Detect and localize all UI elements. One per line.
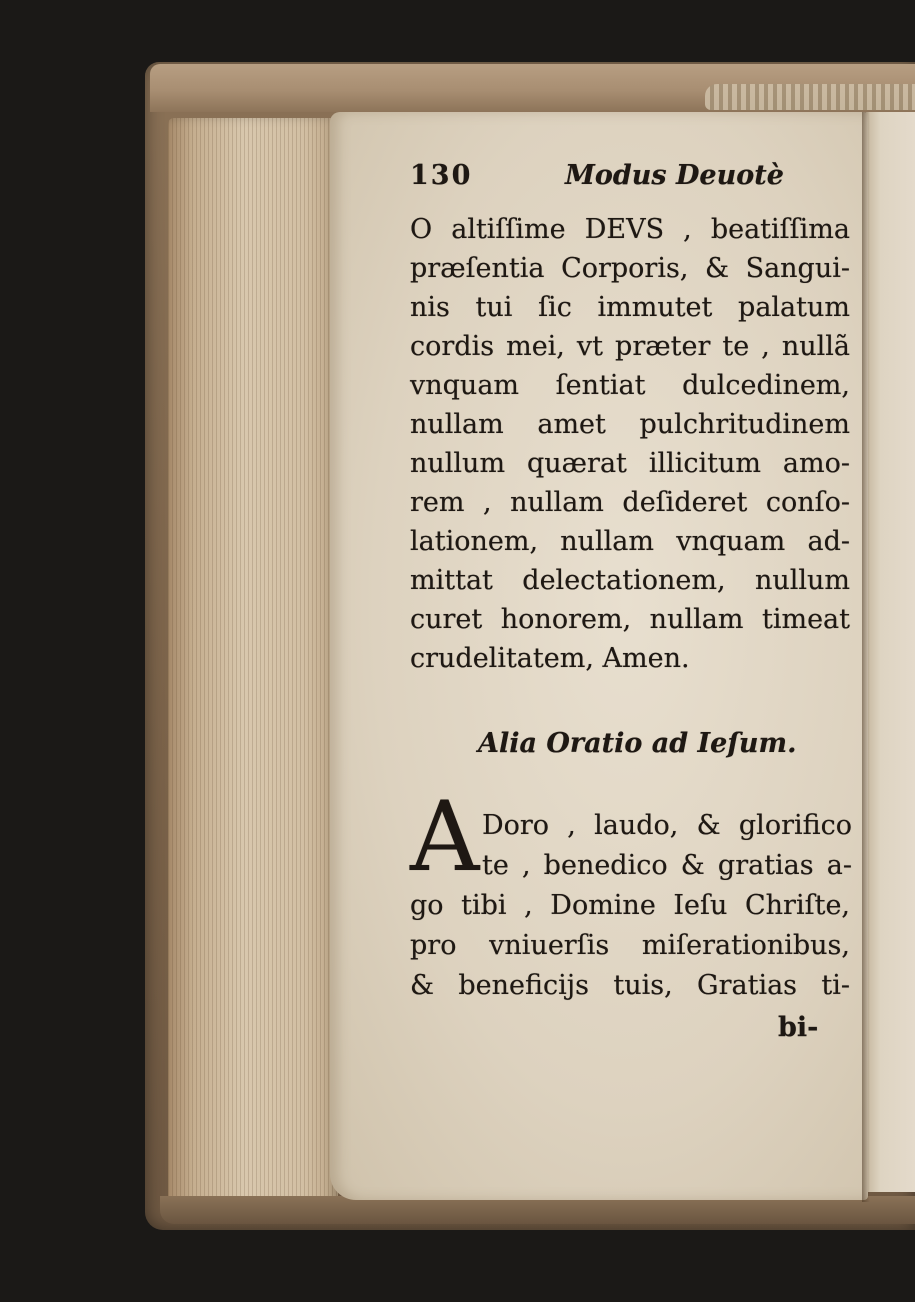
text-line: mittat delectationem, nullum [410,565,850,596]
section-heading: Alia Oratio ad Ieſum. [478,728,797,759]
page-block-edge [168,118,338,1208]
facing-page-edge [866,112,915,1192]
catchword: bi- [778,1012,819,1043]
text-line: rem , nullam deſideret conſo- [410,487,850,518]
text-line: nis tui ſic immutet palatum [410,292,850,323]
text-line: O altiſſime DEVS , beatiſſima [410,214,850,245]
headband [705,84,915,110]
text-line: cordis mei, vt præter te , nullã [410,331,850,362]
running-title: Modus Deuotè [565,160,784,191]
text-line: nullam amet pulchritudinem [410,409,850,440]
drop-cap: A [410,781,480,893]
text-line: pro vniuerſis miſerationibus, [410,930,850,961]
text-line: nullum quærat illicitum amo- [410,448,850,479]
text-line: præſentia Corporis, & Sangui- [410,253,850,284]
text-line: curet honorem, nullam timeat [410,604,850,635]
bottom-board [160,1196,915,1224]
page-number: 130 [410,160,473,191]
gutter-shadow [862,112,870,1202]
text-line: Doro , laudo, & glorifico [482,810,852,841]
text-line: lationem, nullam vnquam ad- [410,526,850,557]
text-line: & beneficijs tuis, Gratias ti- [410,970,850,1001]
text-line: te , benedico & gratias a- [482,850,852,881]
running-head [410,160,790,196]
text-line-last: crudelitatem, Amen. [410,643,690,674]
text-line: vnquam ſentiat dulcedinem, [410,370,850,401]
text-line: go tibi , Domine Ieſu Chriſte, [410,890,850,921]
